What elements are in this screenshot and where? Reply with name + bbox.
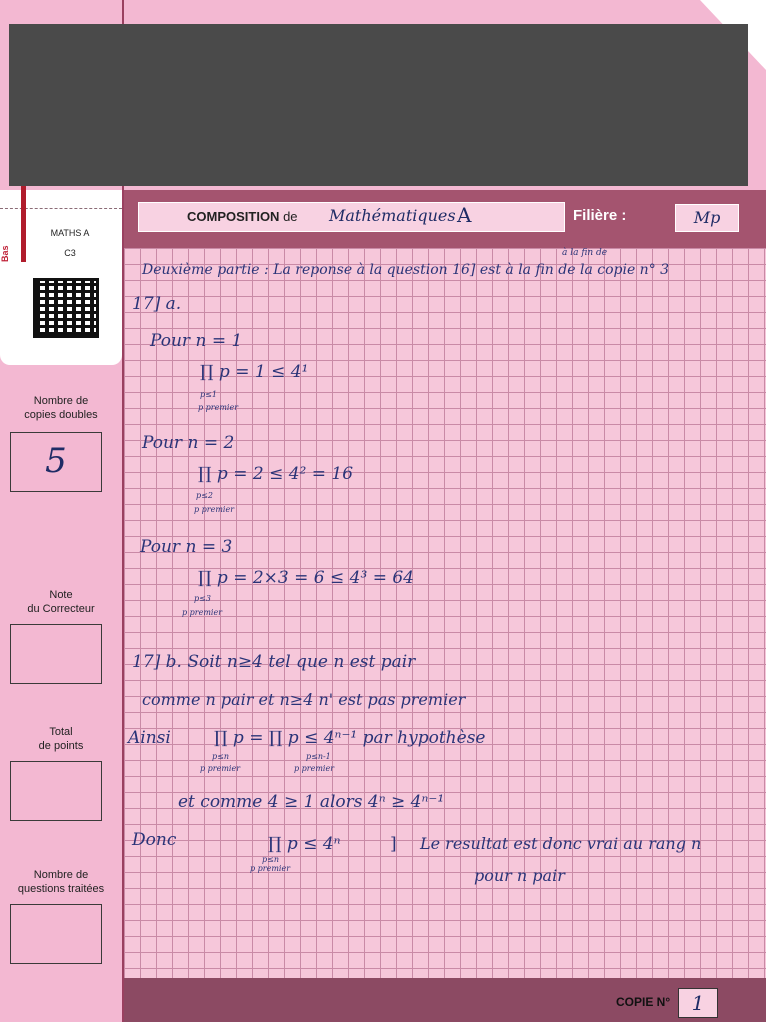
hw-donc-label: Donc: [132, 830, 177, 850]
hw-q17b: 17] b. Soit n≥4 tel que n est pair: [132, 652, 416, 672]
filiere-box: [675, 204, 739, 232]
copie-value: 1: [691, 991, 705, 1015]
hw-conclusion-2: pour n pair: [474, 866, 565, 885]
note-label-line2: du Correcteur: [27, 603, 95, 615]
hw-ainsi-eq: ∏ p = ∏ p ≤ 4ⁿ⁻¹ par hypothèse: [214, 728, 486, 748]
composition-box: [138, 202, 565, 232]
copies-label: [0, 394, 122, 422]
subject-handwritten: Mathématiques: [329, 206, 456, 225]
filiere-label: Filière :: [573, 207, 627, 224]
hw-bracket: ]: [390, 834, 397, 854]
hw-case1-head: Pour n = 1: [150, 331, 243, 351]
hw-q17a: 17] a.: [132, 294, 182, 314]
questions-label-line2: questions traitées: [17, 883, 105, 895]
questions-label-line1: Nombre de: [33, 869, 89, 881]
hw-case2-head: Pour n = 2: [142, 433, 235, 453]
hw-case2-sub1: p≤2: [196, 491, 213, 500]
total-label: [0, 725, 122, 753]
bas-label: Bas: [0, 245, 10, 262]
copie-label: COPIE N°: [616, 995, 671, 1009]
note-label-line1: Note: [49, 589, 73, 601]
total-label-line2: de points: [38, 740, 84, 752]
hw-ainsi-sub2: p premier: [200, 764, 241, 773]
hw-line-deuxieme-partie: Deuxième partie : La reponse à la question 16] est à la fin de la copie n° 3: [142, 262, 670, 278]
hw-conclusion-1: Le resultat est donc vrai au rang n: [420, 834, 702, 853]
hw-case1-sub2: p premier: [198, 403, 239, 412]
total-label-line1: Total: [49, 726, 73, 738]
composition-label: [187, 209, 298, 224]
questions-box: [10, 904, 102, 964]
hw-case3-eq: ∏ p = 2×3 = 6 ≤ 4³ = 64: [198, 568, 414, 588]
filiere-value: Mp: [693, 208, 721, 227]
copies-label-line2: copies doubles: [24, 409, 98, 421]
subject-code: MATHS A: [50, 228, 90, 238]
note-box: [10, 624, 102, 684]
redacted-area: [9, 24, 748, 186]
hw-case3-sub2: p premier: [182, 608, 223, 617]
session-code: C3: [64, 248, 76, 258]
copie-box: [678, 988, 718, 1018]
hw-donc-sub1: p≤n: [262, 855, 279, 864]
hw-line-comme: comme n pair et n≥4 n' est pas premier: [142, 690, 466, 709]
composition-word: COMPOSITION: [187, 209, 280, 224]
tear-line: [0, 208, 122, 209]
hw-case2-eq: ∏ p = 2 ≤ 4² = 16: [198, 464, 354, 484]
total-box: [10, 761, 102, 821]
hw-case1-sub1: p≤1: [200, 390, 217, 399]
hw-ainsi-sub4: p premier: [294, 764, 335, 773]
hw-donc-eq: ∏ p ≤ 4ⁿ: [268, 834, 341, 854]
questions-label: [0, 868, 122, 896]
copies-label-line1: Nombre de: [33, 395, 89, 407]
hw-case1-eq: ∏ p = 1 ≤ 4¹: [200, 362, 309, 382]
hw-case2-sub2: p premier: [194, 505, 235, 514]
hw-case3-sub1: p≤3: [194, 594, 211, 603]
hw-insert: à la fin de: [562, 248, 608, 258]
hw-ainsi-label: Ainsi: [128, 728, 171, 748]
hw-et-comme: et comme 4 ≥ 1 alors 4ⁿ ≥ 4ⁿ⁻¹: [178, 792, 445, 812]
copies-box: [10, 432, 102, 492]
hw-ainsi-sub3: p≤n-1: [306, 752, 331, 761]
hw-donc-sub2: p premier: [250, 864, 291, 873]
hw-case3-head: Pour n = 3: [140, 537, 233, 557]
hw-ainsi-sub1: p≤n: [212, 752, 229, 761]
stub-red-bar: [21, 186, 26, 262]
copies-value: 5: [45, 441, 67, 481]
datamatrix-code-icon: [33, 278, 99, 338]
composition-de: de: [283, 209, 298, 224]
note-label: [0, 588, 122, 616]
subject-variant: A: [457, 203, 472, 227]
